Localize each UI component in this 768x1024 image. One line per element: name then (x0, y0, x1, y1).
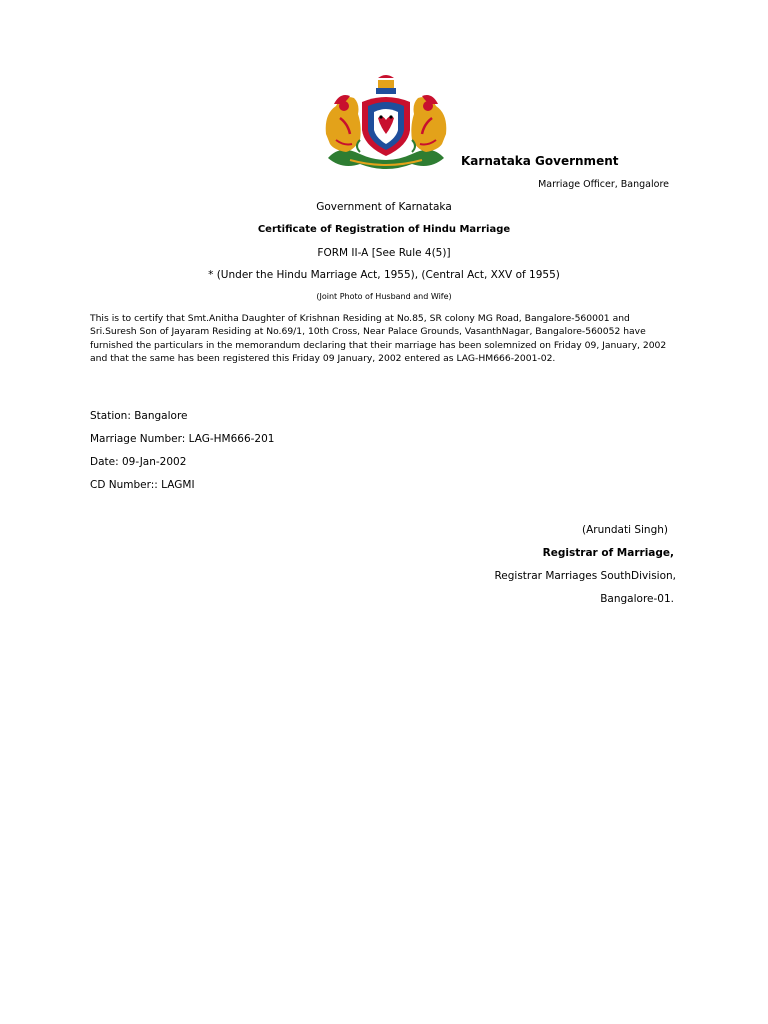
marriage-number-field: Marriage Number: LAG-HM666-201 (90, 433, 275, 445)
government-title: Karnataka Government (461, 154, 619, 168)
signatory-office: Registrar Marriages SouthDivision, (494, 570, 676, 582)
marriage-officer-label: Marriage Officer, Bangalore (538, 179, 669, 190)
signatory-place: Bangalore-01. (600, 593, 674, 605)
government-of-karnataka: Government of Karnataka (316, 201, 452, 213)
signatory-name: (Arundati Singh) (581, 524, 668, 536)
certificate-body-paragraph: This is to certify that Smt.Anitha Daughter of Krishnan Residing at No.85, SR colony MG Road, Bangalore-560001 and Sri.Suresh Son of Jayaram Residing at No.69/1, 10th Cross, Near Palace Grounds, VasanthNagar, Bangalore-560052 have furnished the particulars in the memorandum declaring that their marriage has been solemnized on Friday 09, January, 2002 and that the same has been registered this Friday 09 January, 2002 entered as LAG-HM666-2001-02. (90, 313, 667, 364)
form-reference: FORM II-A [See Rule 4(5)] (317, 247, 451, 259)
joint-photo-note: (Joint Photo of Husband and Wife) (316, 292, 452, 301)
act-reference: * (Under the Hindu Marriage Act, 1955), (Central Act, XXV of 1955) (208, 269, 560, 281)
certificate-title: Certificate of Registration of Hindu Marriage (257, 224, 511, 235)
cd-number-field: CD Number:: LAGMI (90, 479, 195, 491)
signatory-designation: Registrar of Marriage, (542, 547, 674, 559)
karnataka-emblem-icon (320, 74, 452, 172)
station-field: Station: Bangalore (90, 410, 188, 422)
date-field: Date: 09-Jan-2002 (90, 456, 187, 468)
